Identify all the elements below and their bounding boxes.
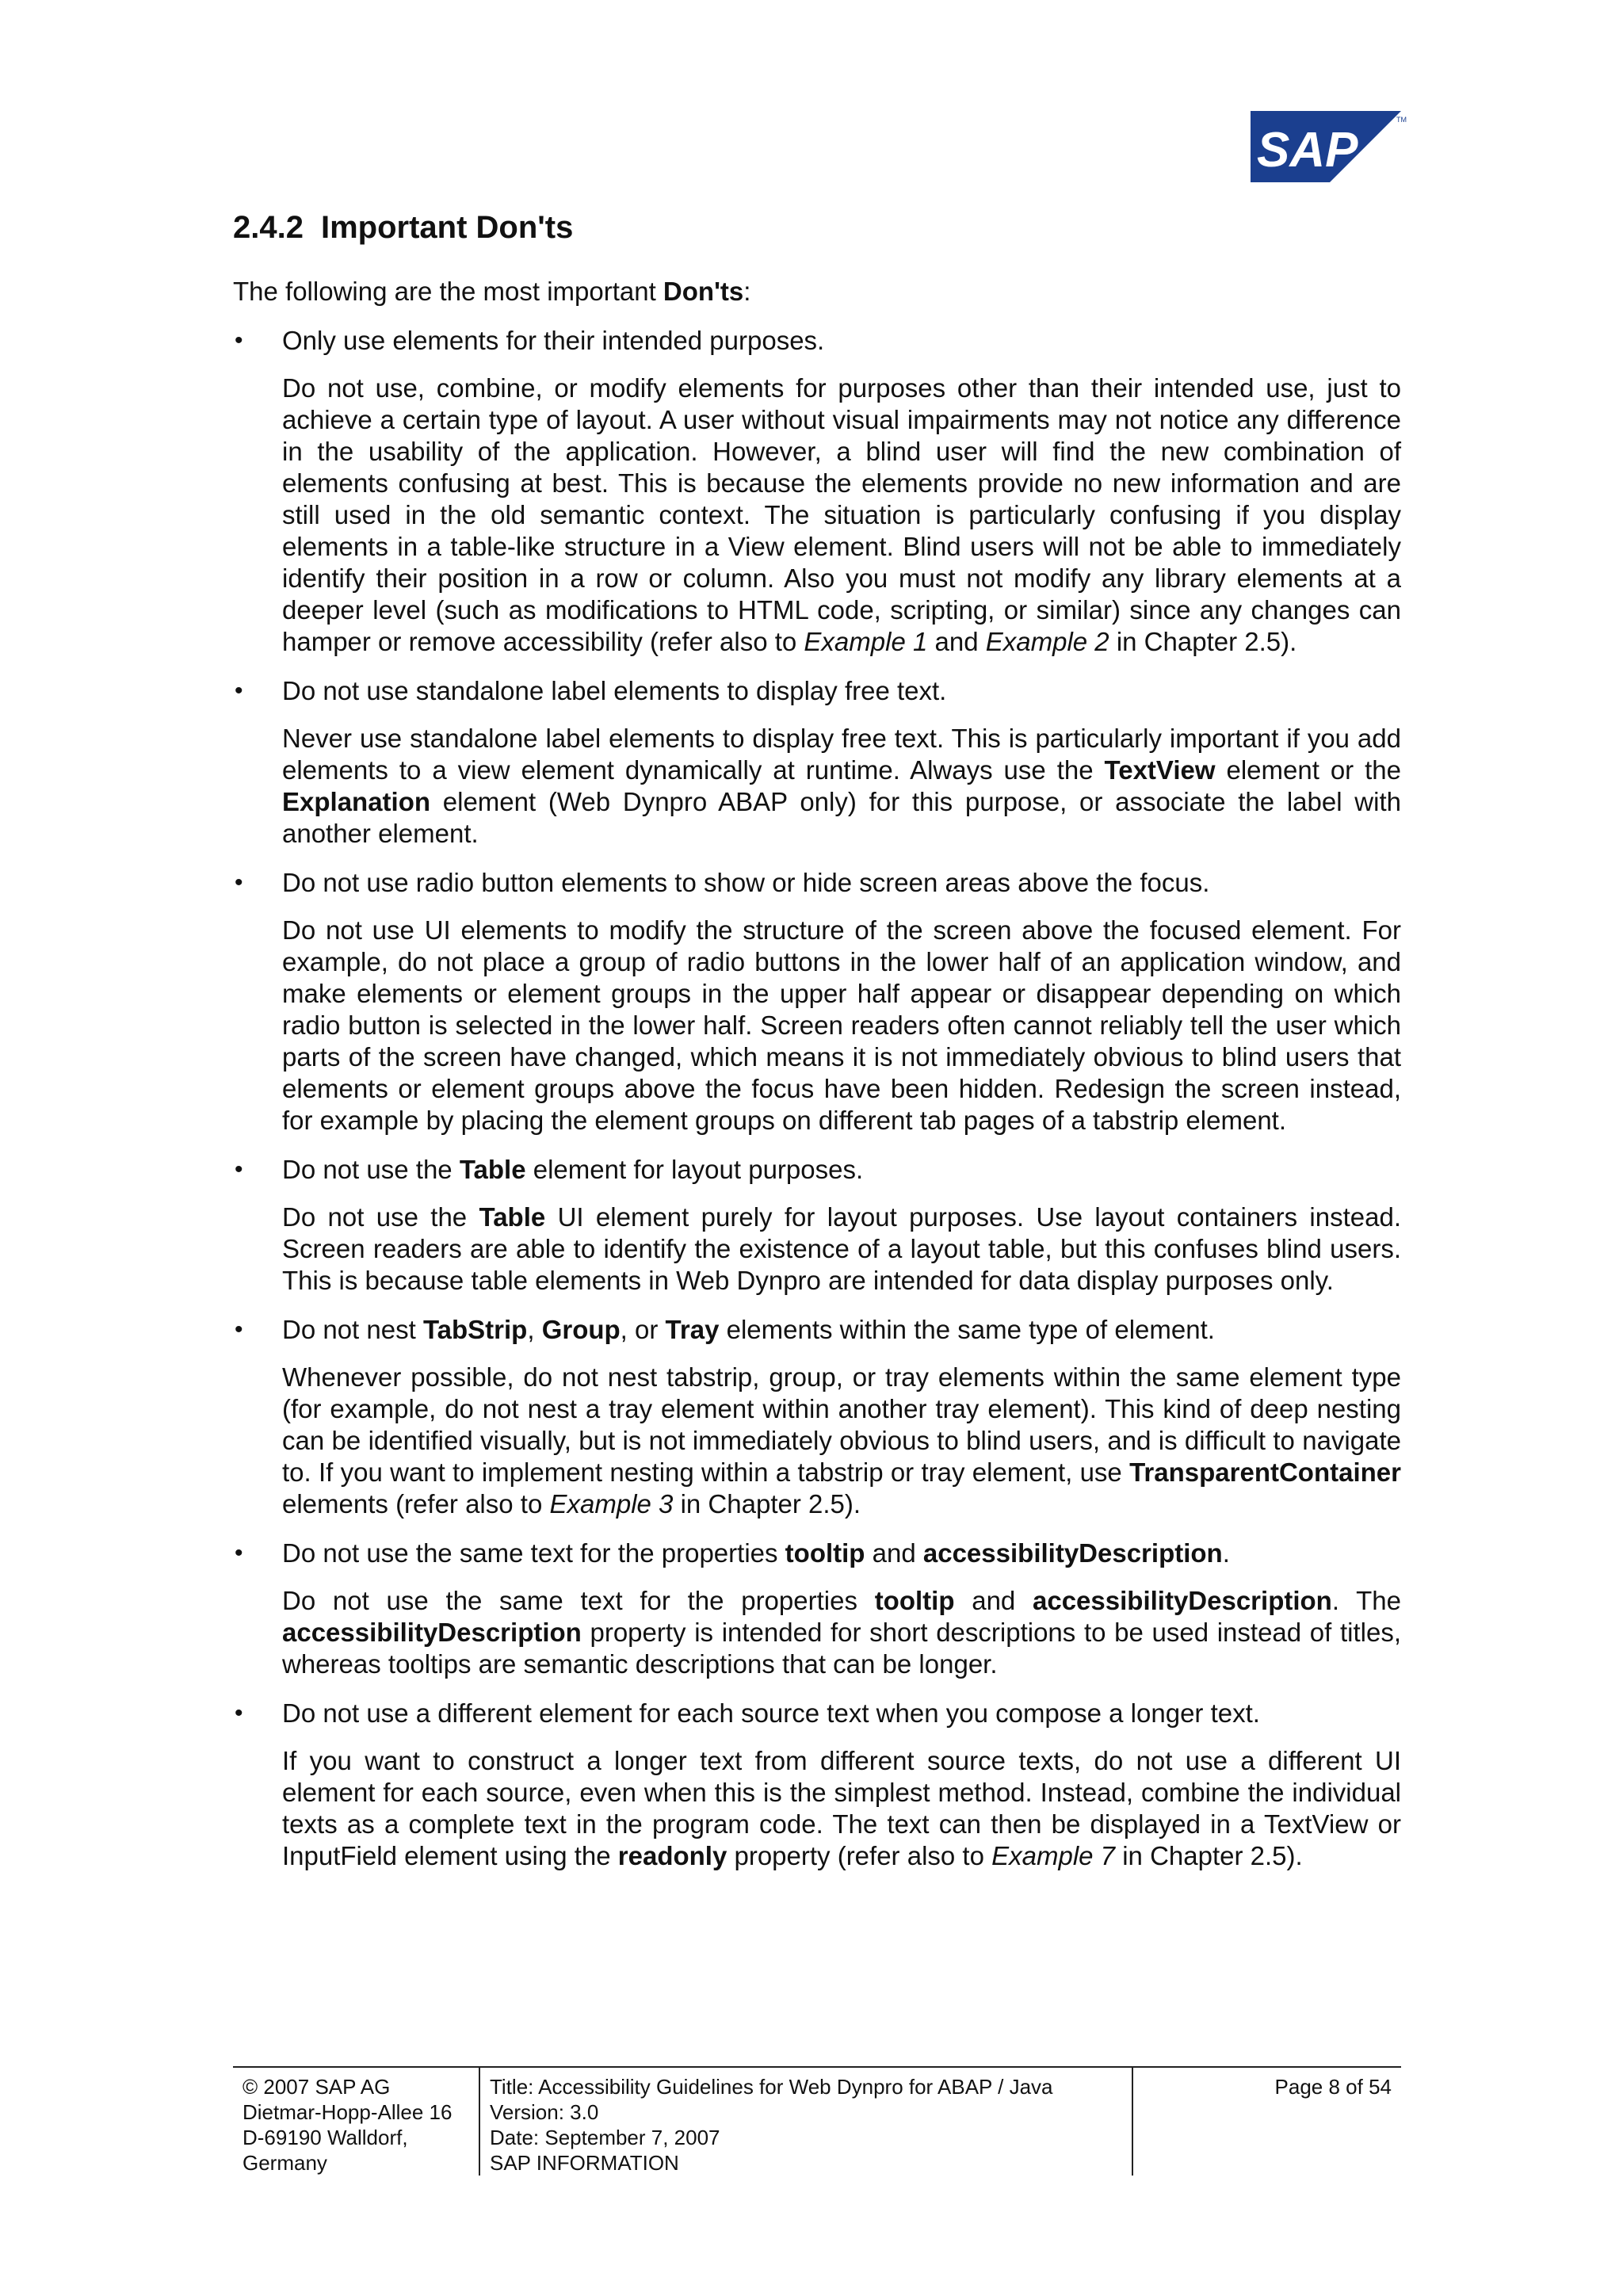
item-title bbox=[282, 675, 1401, 707]
donts-list bbox=[233, 325, 1401, 1872]
list-item bbox=[233, 675, 1401, 850]
bullet-icon: • bbox=[235, 1316, 243, 1343]
item-body-run: Do not use the bbox=[282, 1202, 479, 1232]
item-body-run: Do not use UI elements to modify the structure of the screen above the focused element. For example, do not place a group of radio buttons in the lower half of an application window, and make elements or element groups in the upper half appear or disappear depending on which radio button is selected in the lower half. Screen readers often cannot reliably tell the user which parts of the screen have changed, which means it is not immediately obvious to blind users that elements or element groups above the focus have been hidden. Redesign the screen instead, for example by placing the element groups on different tab pages of a tabstrip element. bbox=[282, 915, 1401, 1135]
item-title-run: and bbox=[865, 1538, 923, 1568]
item-body-run: UI element purely for layout purposes. Use layout containers instead. Screen readers are able to identify the existence of a layout table, but this confuses blind users. This is because table elements in Web Dynpro are intended for data display purposes only. bbox=[282, 1202, 1401, 1295]
item-body bbox=[282, 372, 1401, 658]
item-body-run: elements (refer also to bbox=[282, 1489, 550, 1519]
footer-version: Version: 3.0 bbox=[490, 2100, 599, 2124]
item-title-run: . bbox=[1222, 1538, 1230, 1568]
bullet-icon: • bbox=[235, 1540, 243, 1566]
intro-bold: Don'ts bbox=[663, 277, 744, 306]
item-body-run: Explanation bbox=[282, 787, 431, 816]
item-body-run: property (refer also to bbox=[727, 1841, 992, 1870]
item-body-run: Do not use, combine, or modify elements for purposes other than their intended use, just to achieve a certain type of layout. A user without visual impairments may not notice any difference in the usability of the application. However, a blind user will find the new combination of elements confusing at best. This is because the elements provide no new information and are still used in the old semantic context. The situation is particularly confusing if you display elements in a table-like structure in a View element. Blind users will not be able to immediately identify their position in a row or column. Also you must not modify any library elements at a deeper level (such as modifications to HTML code, scripting, or similar) since any changes can hamper or remove accessibility (refer also to bbox=[282, 373, 1401, 656]
footer-page bbox=[1132, 2068, 1401, 2176]
item-title-run: Do not use the same text for the properties bbox=[282, 1538, 785, 1568]
item-body bbox=[282, 1745, 1401, 1872]
item-body-run: in Chapter 2.5). bbox=[1109, 627, 1297, 656]
item-body-run: TextView bbox=[1104, 755, 1216, 785]
item-title-run: accessibilityDescription bbox=[922, 1538, 1223, 1568]
page-footer bbox=[233, 2066, 1401, 2176]
bullet-icon: • bbox=[235, 327, 243, 353]
list-item bbox=[233, 867, 1401, 1137]
item-body-run: If you want to construct a longer text from different source texts, do not use a different UI element for each source, even when this is the simplest method. Instead, combine the individual texts as a complete text in the program code. The text can then be displayed in a TextView or InputField element using the bbox=[282, 1746, 1401, 1870]
item-body-run: and bbox=[954, 1586, 1033, 1615]
sap-logo-text: SAP bbox=[1257, 123, 1358, 178]
item-title-run: TabStrip bbox=[422, 1315, 528, 1344]
item-body bbox=[282, 1585, 1401, 1680]
item-body-run: Whenever possible, do not nest tabstrip, group, or tray elements within the same element type (for example, do not nest a tray element within another tray element). This kind of deep nesting can be identified visually, but is not immediately obvious to blind users, and is difficult to navigate to. If you want to implement nesting within a tabstrip or tray element, use bbox=[282, 1362, 1401, 1487]
bullet-icon: • bbox=[235, 678, 243, 704]
item-body-run: element or the bbox=[1215, 755, 1401, 785]
footer-address bbox=[242, 2068, 474, 2176]
item-body-run: Example 2 bbox=[985, 627, 1109, 656]
item-body-run: and bbox=[927, 627, 986, 656]
item-title-run: Do not use the bbox=[282, 1155, 460, 1184]
list-item bbox=[233, 1698, 1401, 1872]
section-number: 2.4.2 bbox=[233, 210, 304, 245]
item-title bbox=[282, 1314, 1401, 1346]
footer-date: Date: September 7, 2007 bbox=[490, 2126, 720, 2149]
footer-street: Dietmar-Hopp-Allee 16 bbox=[242, 2100, 453, 2124]
item-title-run: Do not use a different element for each source text when you compose a longer text. bbox=[282, 1698, 1260, 1728]
footer-country: Germany bbox=[242, 2151, 327, 2175]
item-body-run: TransparentContainer bbox=[1129, 1457, 1401, 1487]
item-body-run: Table bbox=[479, 1202, 546, 1232]
item-title bbox=[282, 1538, 1401, 1569]
item-title-run: Do not use radio button elements to show or hide screen areas above the focus. bbox=[282, 868, 1210, 897]
list-item bbox=[233, 1314, 1401, 1520]
item-title-run: Tray bbox=[665, 1315, 720, 1344]
item-body-run: in Chapter 2.5). bbox=[673, 1489, 861, 1519]
item-title-run: , or bbox=[620, 1315, 666, 1344]
item-body-run: element (Web Dynpro ABAP only) for this purpose, or associate the label with another element. bbox=[282, 787, 1401, 848]
list-item bbox=[233, 325, 1401, 658]
item-body bbox=[282, 1362, 1401, 1520]
item-title bbox=[282, 867, 1401, 899]
section-title: Important Don'ts bbox=[320, 210, 574, 245]
bullet-icon: • bbox=[235, 1700, 243, 1726]
item-body-run: Never use standalone label elements to display free text. This is particularly important if you add elements to a view element dynamically at runtime. Always use the bbox=[282, 724, 1401, 785]
item-title bbox=[282, 325, 1401, 357]
item-title-run: tooltip bbox=[785, 1538, 865, 1568]
intro-text: The following are the most important bbox=[233, 277, 663, 306]
item-title-run: element for layout purposes. bbox=[525, 1155, 864, 1184]
sap-logo-trademark: TM bbox=[1396, 116, 1407, 124]
footer-copyright: © 2007 SAP AG bbox=[242, 2075, 391, 2099]
section-heading bbox=[233, 208, 573, 247]
footer-classification: SAP INFORMATION bbox=[490, 2151, 679, 2175]
list-item bbox=[233, 1154, 1401, 1297]
intro-suffix: : bbox=[743, 277, 751, 306]
item-body-run: readonly bbox=[617, 1841, 727, 1870]
item-title-run: Only use elements for their intended purposes. bbox=[282, 326, 825, 355]
footer-document-info bbox=[479, 2068, 1132, 2176]
footer-city: D-69190 Walldorf, bbox=[242, 2126, 408, 2149]
item-body bbox=[282, 723, 1401, 850]
item-body-run: in Chapter 2.5). bbox=[1115, 1841, 1303, 1870]
bullet-icon: • bbox=[235, 869, 243, 896]
item-title bbox=[282, 1698, 1401, 1729]
page-number: Page 8 of 54 bbox=[1274, 2075, 1392, 2099]
item-body bbox=[282, 915, 1401, 1137]
item-body-run: Do not use the same text for the properties bbox=[282, 1586, 875, 1615]
sap-logo bbox=[1251, 111, 1409, 190]
item-body-run: . The bbox=[1331, 1586, 1401, 1615]
list-item bbox=[233, 1538, 1401, 1680]
item-title-run: Table bbox=[459, 1155, 526, 1184]
page-content bbox=[233, 276, 1401, 1872]
item-body-run: Example 1 bbox=[804, 627, 928, 656]
item-title-run: Do not nest bbox=[282, 1315, 423, 1344]
item-title-run: Do not use standalone label elements to display free text. bbox=[282, 676, 947, 705]
item-body-run: Example 7 bbox=[991, 1841, 1116, 1870]
item-body-run: tooltip bbox=[874, 1586, 955, 1615]
item-body-run: Example 3 bbox=[549, 1489, 674, 1519]
item-body-run: accessibilityDescription bbox=[1033, 1586, 1332, 1615]
item-body-run: accessibilityDescription bbox=[282, 1618, 582, 1647]
intro-paragraph bbox=[233, 276, 1401, 308]
item-title-run: Group bbox=[541, 1315, 621, 1344]
footer-title: Title: Accessibility Guidelines for Web Dynpro for ABAP / Java bbox=[490, 2075, 1053, 2099]
item-title bbox=[282, 1154, 1401, 1186]
item-title-run: elements within the same type of element. bbox=[719, 1315, 1215, 1344]
item-body bbox=[282, 1201, 1401, 1297]
item-title-run: , bbox=[527, 1315, 542, 1344]
bullet-icon: • bbox=[235, 1156, 243, 1182]
item-body-run: property is intended for short descriptions to be used instead of titles, whereas tooltips are semantic descriptions that can be longer. bbox=[282, 1618, 1401, 1679]
